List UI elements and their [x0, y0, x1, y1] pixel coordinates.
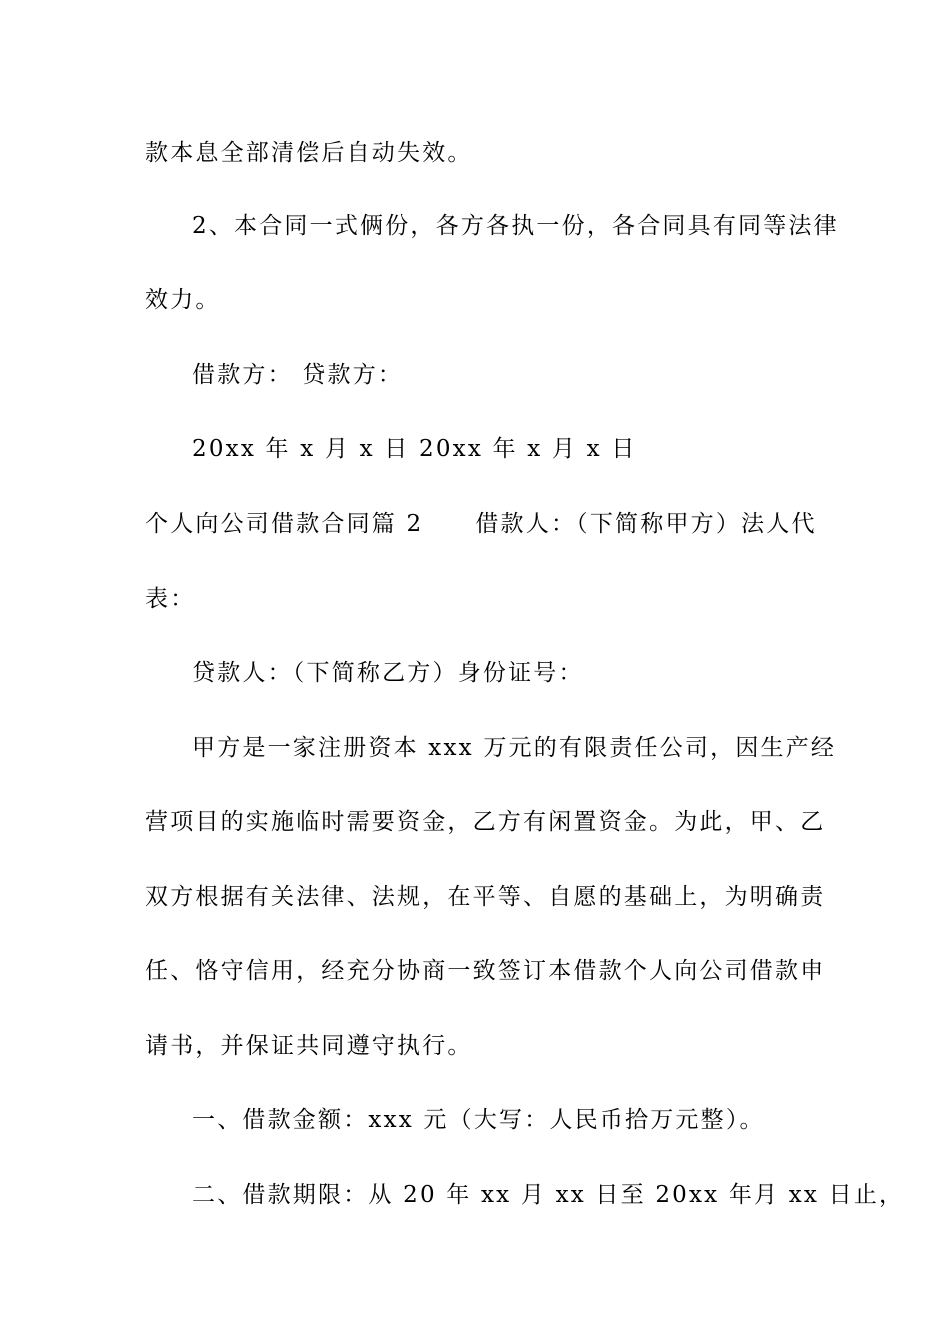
- signature-dates-line: 20xx 年 x 月 x 日 20xx 年 x 月 x 日: [192, 436, 637, 462]
- section-heading-line: [145, 504, 817, 544]
- paragraph-line: 贷款人：（下简称乙方）身份证号：: [192, 660, 584, 686]
- section-title: 个人向公司借款合同篇 2: [145, 511, 424, 537]
- borrower-label: 借款人：（下简称甲方）法人代: [475, 511, 817, 537]
- clause-line: 一、借款金额：xxx 元（大写：人民币拾万元整）。: [192, 1107, 765, 1133]
- paragraph-line: 表：: [145, 586, 196, 612]
- paragraph-line: 请书，并保证共同遵守执行。: [145, 1033, 473, 1059]
- signature-parties-line: 借款方： 贷款方：: [192, 362, 404, 388]
- paragraph-line: 款本息全部清偿后自动失效。: [145, 140, 473, 166]
- paragraph-line: 2、本合同一式俩份，各方各执一份，各合同具有同等法律: [192, 213, 839, 239]
- paragraph-line: 双方根据有关法律、法规，在平等、自愿的基础上，为明确责: [145, 884, 826, 910]
- paragraph-line: 任、恪守信用，经充分协商一致签订本借款个人向公司借款申: [145, 958, 826, 984]
- paragraph-line: 甲方是一家注册资本 xxx 万元的有限责任公司，因生产经: [192, 735, 837, 761]
- paragraph-line: 营项目的实施临时需要资金，乙方有闲置资金。为此，甲、乙: [145, 809, 826, 835]
- paragraph-line: 效力。: [145, 287, 221, 313]
- clause-line: 二、借款期限：从 20 年 xx 月 xx 日至 20xx 年月 xx 日止，: [192, 1182, 905, 1208]
